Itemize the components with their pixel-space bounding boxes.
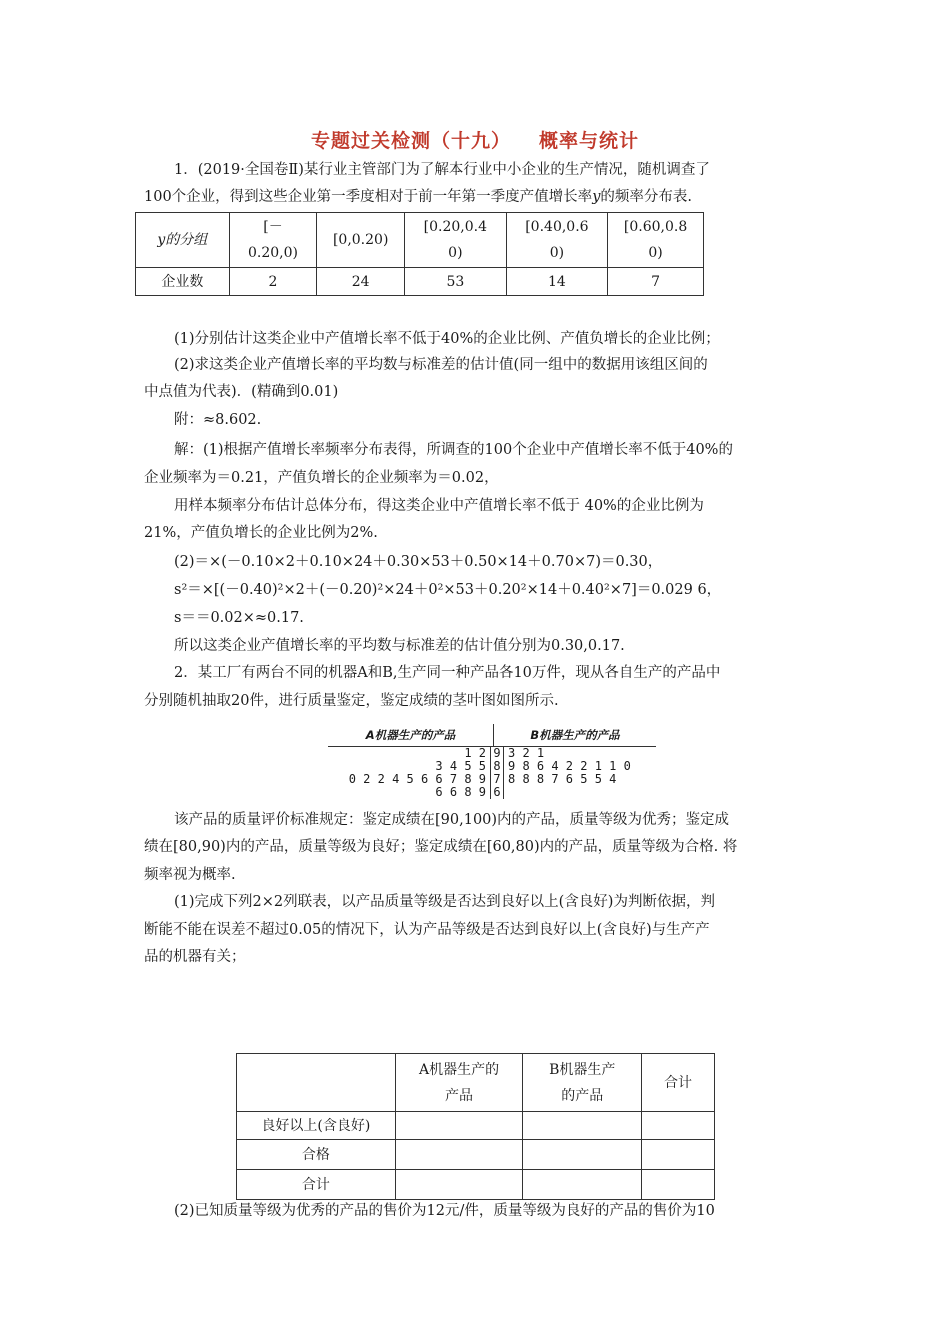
contingency-row-pass: 合格 <box>237 1140 396 1170</box>
q2-part1-line1: (1)完成下列2×2列联表，以产品质量等级是否达到良好以上(含良好)为判断依据，判 <box>174 894 715 910</box>
table-group-cell: [0.40,0.6 0) <box>506 213 608 268</box>
table-group-cell: [－ 0.20,0) <box>229 213 317 268</box>
stem-leaf-left-header: A机器生产的产品 <box>328 724 494 746</box>
table-header-count: 企业数 <box>136 268 230 296</box>
table-group-cell: [0.60,0.8 0) <box>608 213 704 268</box>
q2-part1-line3: 品的机器有关； <box>144 949 246 965</box>
contingency-cell <box>523 1112 642 1140</box>
title-main: 专题过关检测（十九） <box>310 130 511 152</box>
contingency-col-b: B机器生产 的产品 <box>523 1054 642 1112</box>
q1-intro-line1: 1．(2019·全国卷Ⅱ)某行业主管部门为了解本行业中小企业的生产情况，随机调查了 <box>174 162 710 178</box>
table-count-cell: 24 <box>317 268 405 296</box>
q2-standard-line3: 频率视为概率. <box>144 867 236 883</box>
contingency-row-good: 良好以上(含良好) <box>237 1112 396 1140</box>
table-group-cell: [0.20,0.4 0) <box>405 213 507 268</box>
table-header-y-group: y的分组 <box>136 213 230 268</box>
contingency-cell <box>395 1170 523 1200</box>
table-group-cell: [0,0.20) <box>317 213 405 268</box>
q1-intro-line2 <box>144 184 809 210</box>
frequency-table <box>135 212 704 296</box>
q1-solution-line2: 企业频率为＝0.21，产值负增长的企业频率为＝0.02， <box>144 470 499 486</box>
contingency-cell <box>642 1140 715 1170</box>
stem-leaf-row: 6 6 8 9 6 <box>328 786 656 799</box>
page-title <box>0 126 950 153</box>
table-count-cell: 7 <box>608 268 704 296</box>
q2-part1-line2: 断能不能在误差不超过0.05的情况下，认为产品等级是否达到良好以上(含良好)与生产产 <box>144 922 710 938</box>
q1-solution-stddev: s＝＝0.02×≈0.17. <box>174 610 304 626</box>
stem-leaf-plot <box>328 724 656 799</box>
stem-leaf-right-header: B机器生产的产品 <box>530 728 620 742</box>
q1-solution-variance: s²＝×[(－0.40)²×2＋(－0.20)²×24＋0²×53＋0.20²×14＋0.40²×7]＝0.029 6， <box>174 582 722 598</box>
stem-leaf-row: 3 4 5 5 8 9 8 6 4 2 2 1 1 0 <box>435 759 631 773</box>
q1-conclusion: 所以这类企业产值增长率的平均数与标准差的估计值分别为0.30,0.17. <box>174 638 625 654</box>
stem-leaf-row: 0 2 2 4 5 6 6 7 8 9 7 8 8 8 7 6 5 5 4 <box>348 772 617 786</box>
title-topic: 概率与统计 <box>539 130 640 152</box>
contingency-cell <box>395 1140 523 1170</box>
q1-intro-text: 100个企业，得到这些企业第一季度相对于前一年第一季度产值增长率 <box>144 189 593 205</box>
contingency-row-total: 合计 <box>237 1170 396 1200</box>
q2-part2-line1: (2)已知质量等级为优秀的产品的售价为12元/件，质量等级为良好的产品的售价为10 <box>174 1203 715 1219</box>
q1-solution-line1: 解：(1)根据产值增长率频率分布表得，所调查的100个企业中产值增长率不低于40%的 <box>174 442 733 458</box>
contingency-cell <box>523 1140 642 1170</box>
contingency-cell <box>395 1112 523 1140</box>
contingency-table <box>236 1053 715 1200</box>
table-count-cell: 53 <box>405 268 507 296</box>
q1-part2-line1: (2)求这类企业产值增长率的平均数与标准差的估计值(同一组中的数据用该组区间的 <box>174 357 708 373</box>
q1-part2-line2: 中点值为代表)．(精确到0.01) <box>144 384 339 400</box>
contingency-cell <box>642 1112 715 1140</box>
q1-appendix: 附：≈8.602. <box>174 412 262 428</box>
contingency-cell <box>523 1170 642 1200</box>
q1-solution-line4: 21%，产值负增长的企业比例为2%. <box>144 525 378 541</box>
q2-intro-line1: 2．某工厂有两台不同的机器A和B,生产同一种产品各10万件，现从各自生产的产品中 <box>174 665 721 681</box>
q2-standard-line2: 绩在[80,90)内的产品，质量等级为良好；鉴定成绩在[60,80)内的产品，质量等级为合格. 将 <box>144 839 738 855</box>
contingency-corner <box>237 1054 396 1112</box>
q1-intro-var: y <box>592 189 601 205</box>
q1-solution-mean: (2)＝×(－0.10×2＋0.10×24＋0.30×53＋0.50×14＋0.70×7)＝0.30， <box>174 554 663 570</box>
contingency-col-a: A机器生产的 产品 <box>395 1054 523 1112</box>
q1-intro-tail: 的频率分布表. <box>600 189 692 205</box>
table-count-cell: 14 <box>506 268 608 296</box>
contingency-col-total: 合计 <box>642 1054 715 1112</box>
contingency-cell <box>642 1170 715 1200</box>
q1-part1: (1)分别估计这类企业中产值增长率不低于40%的企业比例、产值负增长的企业比例； <box>174 331 720 347</box>
stem-leaf-header <box>328 724 656 747</box>
q2-intro-line2: 分别随机抽取20件，进行质量鉴定，鉴定成绩的茎叶图如图所示. <box>144 693 559 709</box>
table-count-cell: 2 <box>229 268 317 296</box>
stem-leaf-row: 1 2 9 3 2 1 <box>464 746 545 760</box>
q1-solution-line3: 用样本频率分布估计总体分布，得这类企业中产值增长率不低于 40%的企业比例为 <box>174 498 704 514</box>
q2-standard-line1: 该产品的质量评价标准规定：鉴定成绩在[90,100)内的产品，质量等级为优秀；鉴定成 <box>174 812 730 828</box>
